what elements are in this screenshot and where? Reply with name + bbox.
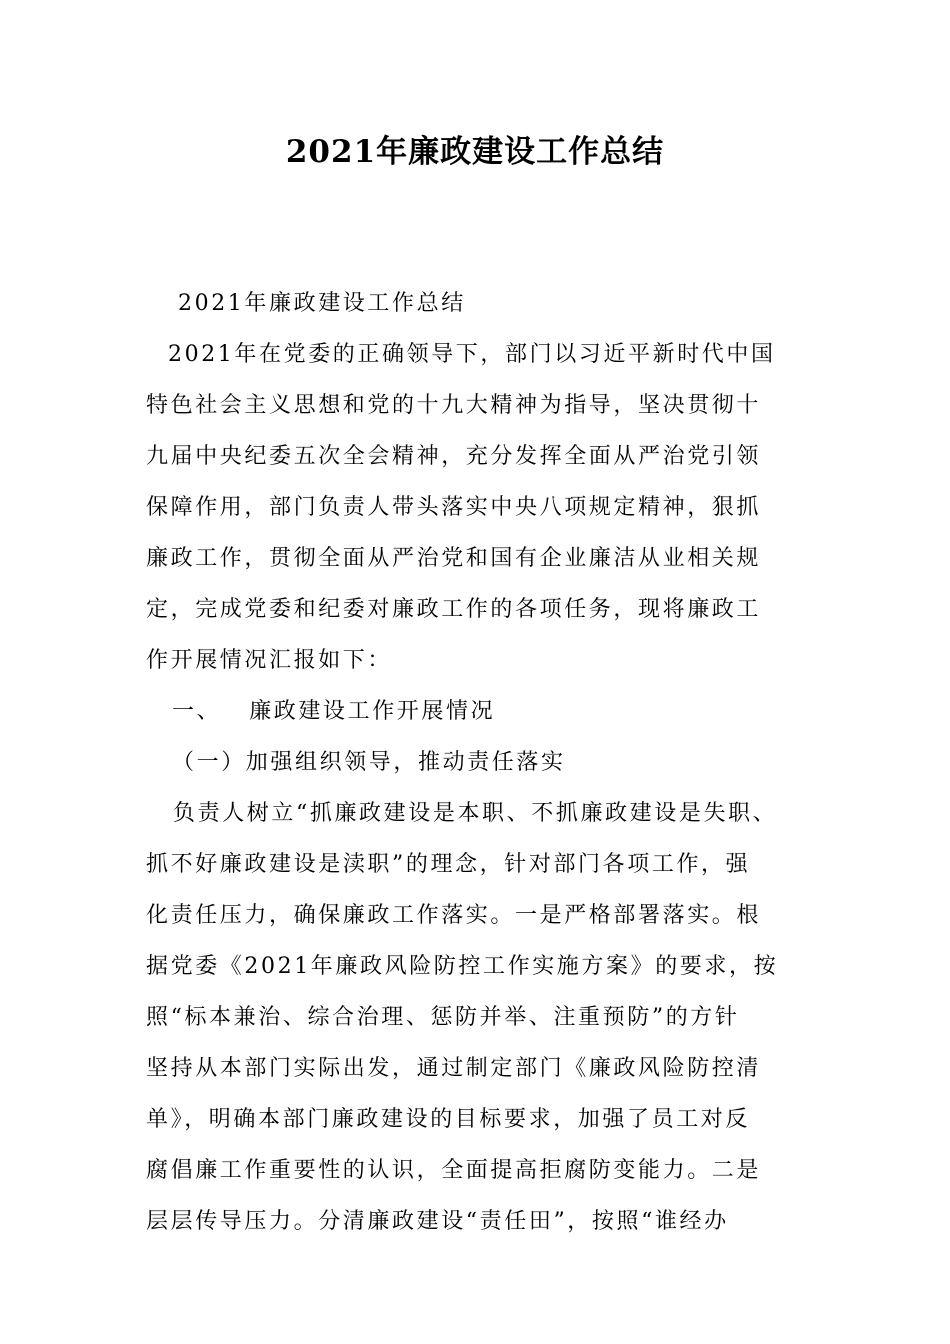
paragraph-line: 作开展情况汇报如下：	[146, 648, 393, 673]
paragraph-line: 层层传导压力。分清廉政建设“责任田”，按照“谁经办	[146, 1209, 729, 1234]
paragraph-line: 负责人树立“抓廉政建设是本职、不抓廉政建设是失职、	[173, 801, 778, 826]
paragraph-line: 坚持从本部门实际出发，通过制定部门《廉政风险防控清	[146, 1056, 762, 1081]
paragraph-line: 化责任压力，确保廉政工作落实。一是严格部署落实。根	[146, 903, 762, 928]
paragraph-line: 抓不好廉政建设是渎职”的理念，针对部门各项工作，强	[146, 852, 751, 877]
paragraph-line: 定，完成党委和纪委对廉政工作的各项任务，现将廉政工	[146, 597, 762, 622]
paragraph-line: 保障作用，部门负责人带头落实中央八项规定精神，狠抓	[146, 495, 762, 520]
paragraph-line: 据党委《2021年廉政风险防控工作实施方案》的要求，按	[146, 954, 779, 979]
paragraph-line: 廉政工作，贯彻全面从严治党和国有企业廉洁从业相关规	[146, 546, 762, 571]
document-body	[146, 278, 826, 1247]
subtitle-line: 2021年廉政建设工作总结	[178, 291, 466, 316]
section-number: 一、	[172, 699, 222, 724]
paragraph-line: 九届中央纪委五次全会精神，充分发挥全面从严治党引领	[146, 444, 762, 469]
document-title: 2021年廉政建设工作总结	[285, 134, 665, 170]
paragraph-line: 腐倡廉工作重要性的认识，全面提高拒腐防变能力。二是	[146, 1158, 762, 1183]
subsection-heading: （一）加强组织领导，推动责任落实	[172, 750, 566, 775]
section-heading	[146, 686, 826, 737]
paragraph-line: 照“标本兼治、综合治理、惩防并举、注重预防”的方针	[146, 1005, 740, 1030]
section-heading-text: 廉政建设工作开展情况	[249, 699, 496, 724]
paragraph-line: 2021年在党委的正确领导下，部门以习近平新时代中国	[168, 342, 776, 367]
paragraph-line: 特色社会主义思想和党的十九大精神为指导，坚决贯彻十	[146, 393, 762, 418]
paragraph-line: 单》，明确本部门廉政建设的目标要求，加强了员工对反	[146, 1107, 751, 1132]
